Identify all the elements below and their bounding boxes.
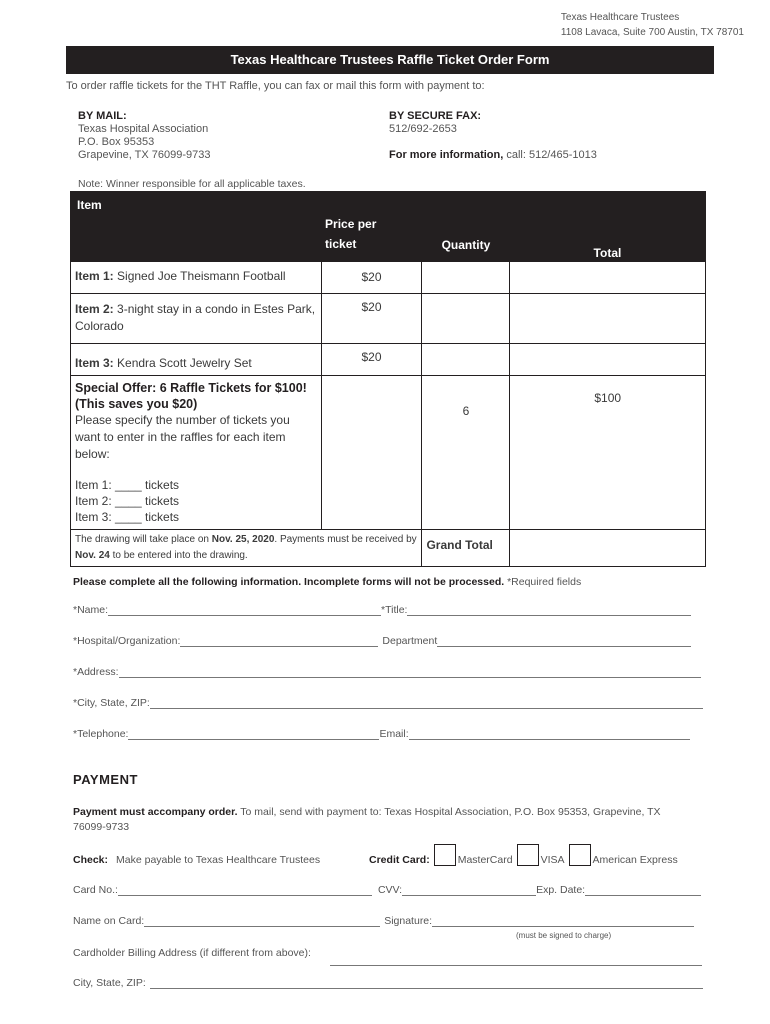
special-item1: Item 1: ____ tickets	[75, 478, 180, 492]
grand-total-label: Grand Total	[422, 530, 510, 567]
city-field[interactable]	[150, 697, 703, 709]
check-text: Make payable to Texas Healthcare Trustees	[116, 854, 321, 866]
item3-label: Item 3:	[75, 356, 114, 370]
item2-desc: 3-night stay in a condo in Estes Park, Colorado	[75, 302, 316, 333]
row-card	[73, 884, 701, 896]
item1-total[interactable]	[510, 262, 706, 294]
name-label: *Name:	[73, 604, 109, 616]
email-field[interactable]	[409, 728, 690, 740]
exp-field[interactable]	[585, 884, 701, 896]
special-offer-title: Special Offer: 6 Raffle Tickets for $100!	[75, 381, 307, 395]
table-row	[71, 376, 706, 530]
header-org: Texas Healthcare Trustees	[560, 12, 680, 23]
email-label: Email:	[379, 728, 409, 740]
name-field[interactable]	[108, 604, 381, 616]
form-title: Texas Healthcare Trustees Raffle Ticket Order Form	[66, 46, 714, 74]
info-phone: call: 512/465-1013	[503, 149, 597, 161]
department-field[interactable]	[437, 635, 691, 647]
info-label: For more information,	[389, 149, 504, 161]
fax-label: BY SECURE FAX:	[389, 110, 482, 122]
title-field[interactable]	[407, 604, 691, 616]
item3-desc: Kendra Scott Jewelry Set	[113, 356, 252, 370]
table-row	[71, 344, 706, 376]
visa-label: VISA	[540, 854, 565, 866]
name-on-card-field[interactable]	[144, 915, 380, 927]
billing-label: Cardholder Billing Address (if different from above):	[73, 947, 311, 959]
special-quantity[interactable]: 6	[422, 376, 510, 530]
mail-line3: Grapevine, TX 76099-9733	[78, 149, 211, 161]
drawing-note: The drawing will take place on Nov. 25, 2020. Payments must be received by Nov. 24 to be entered into the drawing.	[71, 530, 422, 567]
item1-quantity[interactable]	[422, 262, 510, 294]
special-offer-savings: (This saves you $20)	[75, 397, 198, 411]
hospital-field[interactable]	[180, 635, 378, 647]
cvv-field[interactable]	[402, 884, 536, 896]
mail-block	[78, 110, 211, 162]
order-table	[70, 191, 706, 567]
info-heading: Please complete all the following information. Incomplete forms will not be processed. *Required fields	[73, 576, 582, 588]
row-address	[73, 666, 701, 678]
amex-checkbox[interactable]	[569, 844, 591, 866]
city-label: *City, State, ZIP:	[73, 697, 150, 709]
tax-note: Note: Winner responsible for all applicable taxes.	[78, 178, 306, 190]
table-row	[71, 294, 706, 344]
header-price: Price per ticket	[321, 192, 422, 262]
card-no-field[interactable]	[118, 884, 372, 896]
mastercard-label: MasterCard	[457, 854, 513, 866]
row-payment-method	[73, 844, 678, 866]
item2-total[interactable]	[510, 294, 706, 344]
hospital-label: *Hospital/Organization:	[73, 635, 181, 647]
signature-note: (must be signed to charge)	[516, 931, 612, 940]
intro-text: To order raffle tickets for the THT Raffle, you can fax or mail this form with payment to:	[66, 80, 485, 92]
credit-card-label: Credit Card:	[369, 854, 430, 866]
billing-city-field[interactable]	[150, 977, 703, 989]
special-item2: Item 2: ____ tickets	[75, 494, 180, 508]
fax-number: 512/692-2653	[389, 123, 457, 135]
header-quantity: Quantity	[422, 192, 510, 262]
name-on-card-label: Name on Card:	[73, 915, 145, 927]
header-total: Total	[510, 192, 706, 262]
row-hospital-dept	[73, 635, 691, 647]
mail-line1: Texas Hospital Association	[78, 123, 209, 135]
item3-total[interactable]	[510, 344, 706, 376]
mail-line2: P.O. Box 95353	[78, 136, 155, 148]
payment-heading: PAYMENT	[73, 772, 138, 787]
row-phone-email	[73, 728, 690, 740]
visa-checkbox[interactable]	[517, 844, 539, 866]
address-field[interactable]	[119, 666, 701, 678]
table-header-row	[71, 192, 706, 262]
card-no-label: Card No.:	[73, 884, 118, 896]
fax-block	[389, 110, 597, 162]
item3-quantity[interactable]	[422, 344, 510, 376]
telephone-field[interactable]	[128, 728, 379, 740]
row-billing-city	[73, 977, 703, 989]
header-address	[561, 10, 744, 40]
header-street: 1108 Lavaca, Suite 700 Austin, TX 78701	[560, 27, 744, 38]
special-item3: Item 3: ____ tickets	[75, 510, 180, 524]
signature-field[interactable]	[432, 915, 694, 927]
check-label: Check:	[73, 854, 109, 866]
row-name-signature	[73, 915, 694, 927]
amex-label: American Express	[592, 854, 678, 866]
row-city	[73, 697, 703, 709]
item2-price: $20	[321, 294, 422, 344]
billing-field[interactable]	[330, 954, 702, 966]
item3-price: $20	[321, 344, 422, 376]
mastercard-checkbox[interactable]	[434, 844, 456, 866]
telephone-label: *Telephone:	[73, 728, 129, 740]
exp-label: Exp. Date:	[536, 884, 586, 896]
item1-label: Item 1:	[75, 269, 114, 283]
special-offer-desc: Please specify the number of tickets you want to enter in the raffles for each item below:	[75, 413, 290, 461]
billing-city-label: City, State, ZIP:	[73, 977, 146, 989]
signature-label: Signature:	[384, 915, 433, 927]
cvv-label: CVV:	[377, 884, 403, 896]
item1-price: $20	[321, 262, 422, 294]
payment-instructions: Payment must accompany order. To mail, send with payment to: Texas Hospital Association, P.O. Box 95353, Grapevine, TX 76099-9733	[73, 806, 661, 833]
row-name-title	[73, 604, 691, 616]
header-item: Item	[71, 192, 322, 262]
title-label: *Title:	[381, 604, 408, 616]
item1-desc: Signed Joe Theismann Football	[113, 269, 286, 283]
item2-quantity[interactable]	[422, 294, 510, 344]
department-label: Department	[382, 635, 438, 647]
item2-label: Item 2:	[75, 302, 114, 316]
table-row	[71, 262, 706, 294]
address-label: *Address:	[73, 666, 119, 678]
mail-label: BY MAIL:	[78, 110, 127, 122]
table-row	[71, 530, 706, 567]
special-total[interactable]: $100	[510, 376, 706, 530]
grand-total-value[interactable]	[510, 530, 706, 567]
